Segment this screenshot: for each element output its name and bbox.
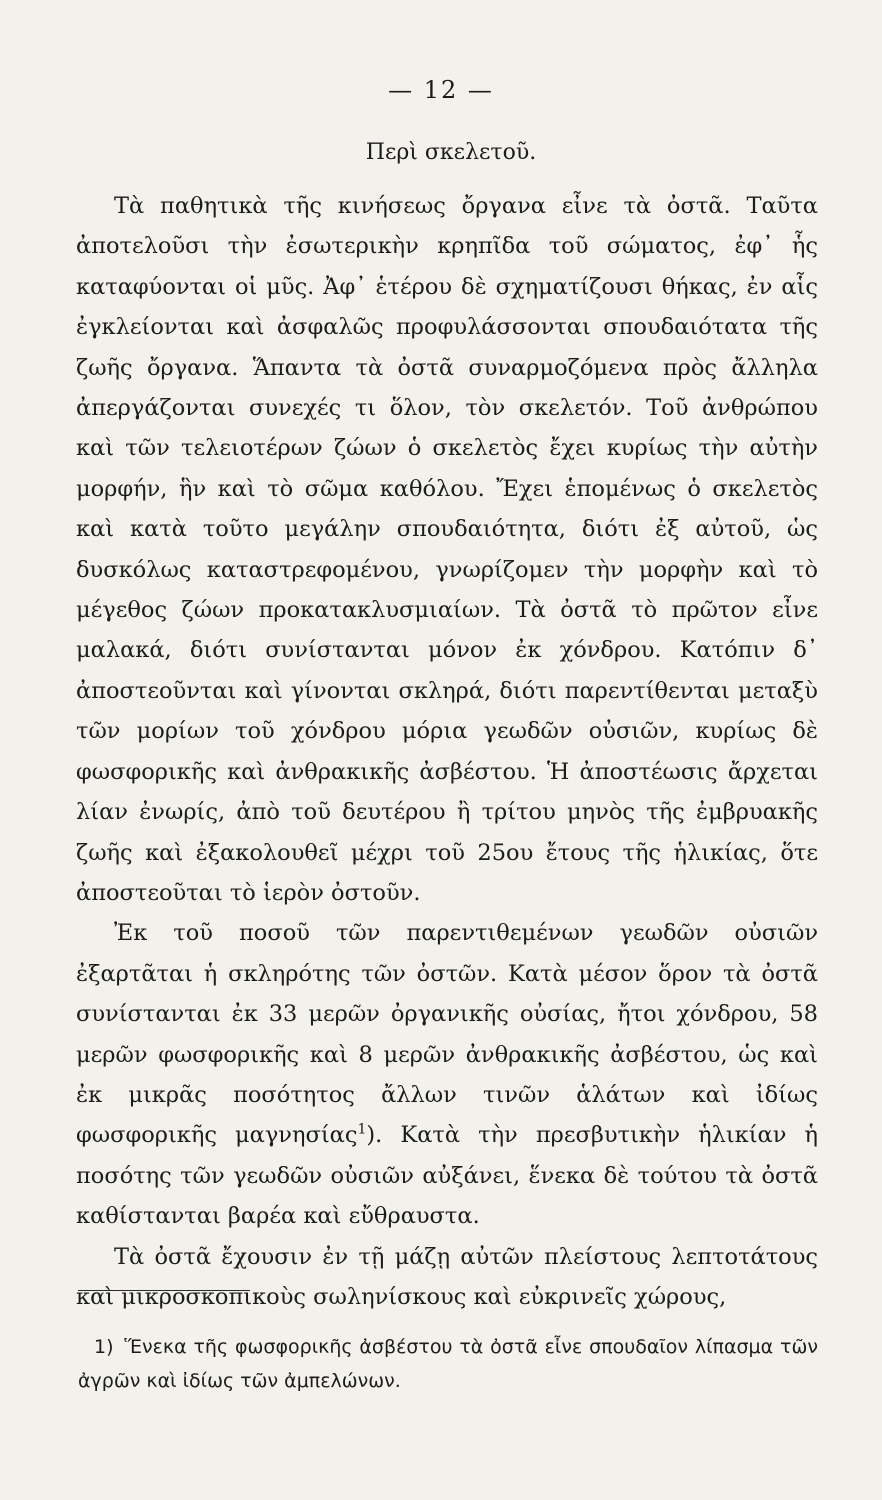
footnote-reference: 1 bbox=[357, 1121, 367, 1138]
footnote-divider bbox=[78, 1290, 250, 1291]
paragraph-1: Τὰ παθητικὰ τῆς κινήσεως ὄργανα εἶνε τὰ ὀστᾶ. Ταῦτα ἀποτελοῦσι τὴν ἐσωτερικὴν κρηπῖδα τοῦ σώματος, ἐφ᾽ ἧς καταφύονται οἱ μῦς. Ἀφ᾽ ἑτέρου δὲ σχηματίζουσι θήκας, ἐν αἷς ἐγκλείονται καὶ ἀσφαλῶς προφυλάσσονται σπουδαιότατα τῆς ζωῆς ὄργανα. Ἅπαντα τὰ ὀστᾶ συναρμοζόμενα πρὸς ἄλληλα ἀπεργάζονται συνεχές τι ὅλον, τὸν σκελετόν. Τοῦ ἀνθρώπου καὶ τῶν τελειοτέρων ζώων ὁ σκελετὸς ἔχει κυρίως τὴν αὐτὴν μορφήν, ἣν καὶ τὸ σῶμα καθόλου. Ἔχει ἑπομένως ὁ σκελετὸς καὶ κατὰ τοῦτο μεγάλην σπουδαιότητα, διότι ἐξ αὐτοῦ, ὡς δυσκόλως καταστρεφομένου, γνωρίζομεν τὴν μορφὴν καὶ τὸ μέγεθος ζώων προκατακλυσμιαίων. Τὰ ὀστᾶ τὸ πρῶτον εἶνε μαλακά, διότι συνίστανται μόνον ἐκ χόνδρου. Κατόπιν δ᾽ ἀποστεοῦνται καὶ γίνονται σκληρά, διότι παρεντίθενται μεταξὺ τῶν μορίων τοῦ χόνδρου μόρια γεωδῶν οὐσιῶν, κυρίως δὲ φωσφορικῆς καὶ ἀνθρακικῆς ἀσβέστου. Ἡ ἀποστέωσις ἄρχεται λίαν ἐνωρίς, ἀπὸ τοῦ δευτέρου ἢ τρίτου μηνὸς τῆς ἐμβρυακῆς ζωῆς καὶ ἐξακολουθεῖ μέχρι τοῦ 25ου ἔτους τῆς ἡλικίας, ὅτε ἀποστεοῦται τὸ ἱερὸν ὀστοῦν. bbox=[76, 193, 818, 906]
footnote-text: Ἕνεκα τῆς φωσφορικῆς ἀσβέστου τὰ ὀστᾶ εἶνε σπουδαῖον λίπασμα τῶν ἀγρῶν καὶ ἰδίως τῶν ἀμπελώνων. bbox=[78, 1336, 818, 1392]
footnote-marker: 1) bbox=[94, 1336, 114, 1358]
page-number: — 12 — bbox=[388, 76, 494, 104]
paragraph-2-continuation: ). Κατὰ τὴν πρεσβυτικὴν ἡλικίαν ἡ ποσότης τῶν γεωδῶν οὐσιῶν αὐξάνει, ἕνεκα δὲ τούτου τὰ ὀστᾶ καθίστανται βαρέα καὶ εὔθραυστα. bbox=[76, 1122, 818, 1230]
paragraph-2-text: Ἐκ τοῦ ποσοῦ τῶν παρεντιθεμένων γεωδῶν οὐσιῶν ἐξαρτᾶται ἡ σκληρότης τῶν ὀστῶν. Κατὰ μέσον ὅρον τὰ ὀστᾶ συνίστανται ἐκ 33 μερῶν ὀργανικῆς οὐσίας, ἤτοι χόνδρου, 58 μερῶν φωσφορικῆς καὶ 8 μερῶν ἀνθρακικῆς ἀσβέστου, ὡς καὶ ἐκ μικρᾶς ποσότητος ἄλλων τινῶν ἁλάτων καὶ ἰδίως φωσφορικῆς μαγνησίας bbox=[76, 920, 818, 1149]
body-text bbox=[76, 186, 818, 1317]
section-title: Περὶ σκελετοῦ. bbox=[365, 140, 537, 165]
footnote bbox=[78, 1330, 818, 1398]
paragraph-2 bbox=[76, 913, 818, 1236]
paragraph-3: Τὰ ὀστᾶ ἔχουσιν ἐν τῇ μάζῃ αὐτῶν πλείστους λεπτοτάτους καὶ μικροσκοπικοὺς σωληνίσκους καὶ εὐκρινεῖς χώρους, bbox=[76, 1243, 818, 1310]
